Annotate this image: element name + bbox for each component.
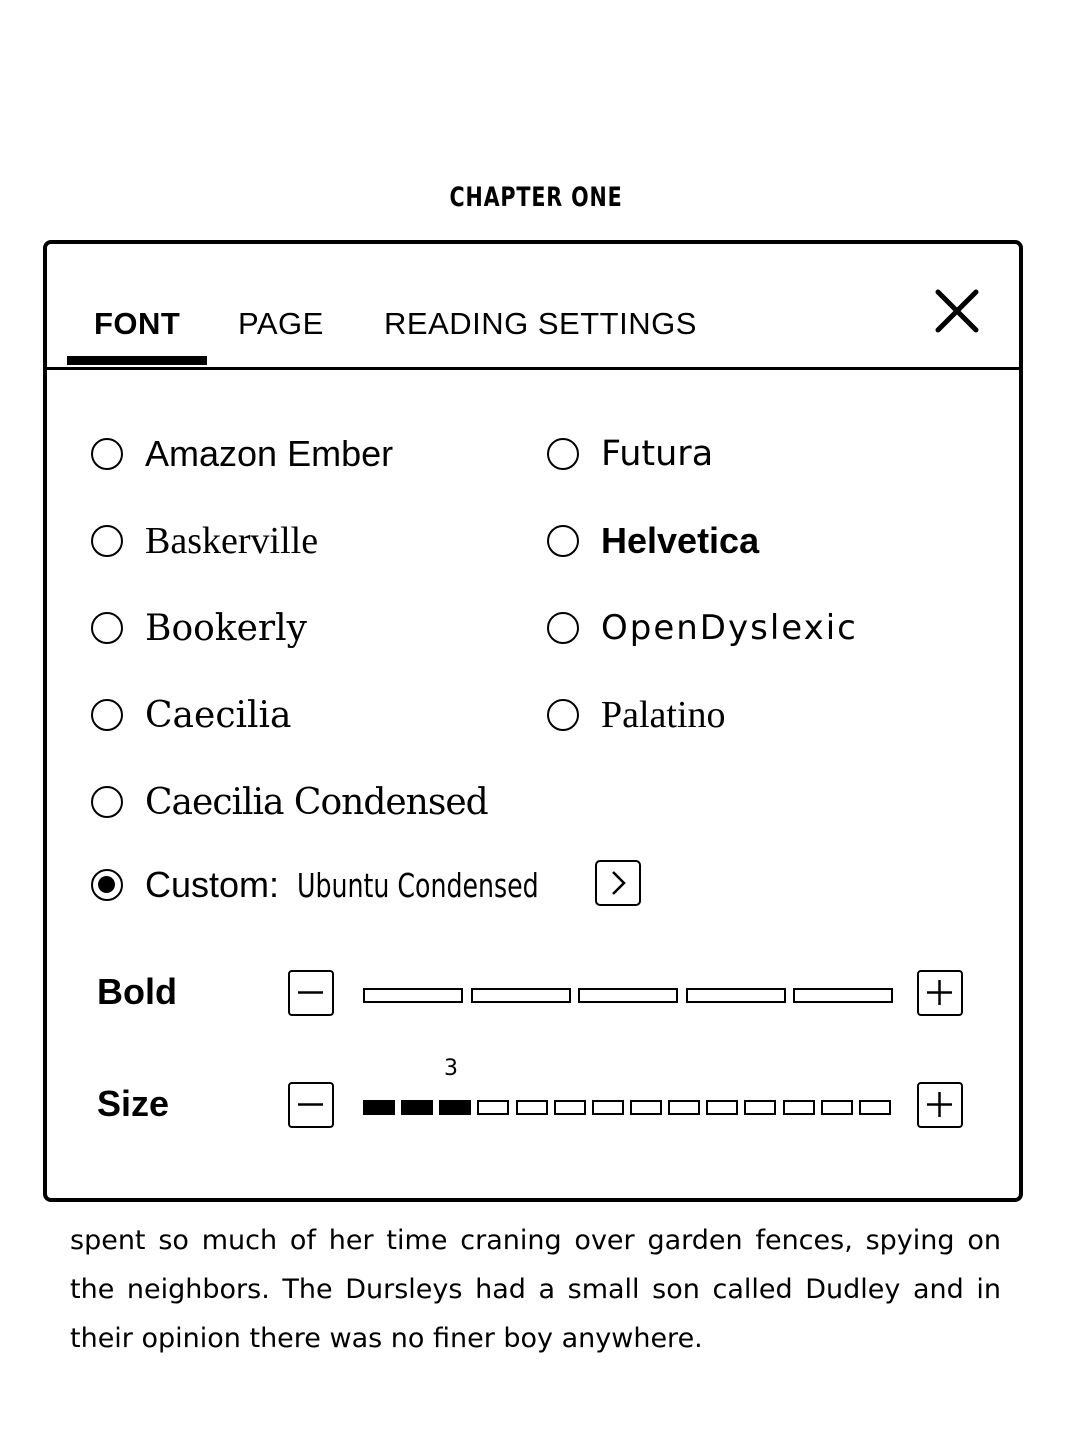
font-label-caecilia: Caecilia: [145, 694, 292, 736]
font-option-helvetica[interactable]: [547, 516, 759, 566]
radio-bookerly[interactable]: [91, 612, 123, 644]
font-option-amazon-ember[interactable]: [91, 429, 393, 479]
close-button[interactable]: [932, 286, 982, 336]
radio-palatino[interactable]: [547, 699, 579, 731]
tab-reading-settings[interactable]: READING SETTINGS: [384, 306, 697, 341]
font-option-custom[interactable]: [91, 860, 581, 910]
font-option-caecilia[interactable]: [91, 690, 291, 740]
radio-opendyslexic[interactable]: [547, 612, 579, 644]
book-text: [70, 1216, 1001, 1363]
size-slider-segment[interactable]: [401, 1100, 433, 1115]
minus-icon: [290, 1084, 331, 1125]
size-slider-segment[interactable]: [554, 1100, 586, 1115]
radio-baskerville[interactable]: [91, 525, 123, 557]
bold-slider-segment[interactable]: [363, 988, 463, 1003]
close-icon: [932, 286, 982, 336]
radio-futura[interactable]: [547, 438, 579, 470]
size-slider-track[interactable]: [363, 1100, 891, 1115]
custom-font-value: Ubuntu Condensed: [297, 865, 539, 905]
radio-caecilia[interactable]: [91, 699, 123, 731]
bold-slider-track[interactable]: [363, 988, 893, 1003]
radio-custom[interactable]: [91, 869, 123, 901]
chevron-right-icon: [606, 869, 630, 897]
size-value-indicator: 3: [444, 1056, 458, 1081]
font-label-baskerville: Baskerville: [145, 520, 319, 562]
tab-page[interactable]: PAGE: [238, 306, 324, 341]
size-slider-segment[interactable]: [821, 1100, 853, 1115]
font-option-opendyslexic[interactable]: [547, 603, 858, 653]
book-paragraph: spent so much of her time craning over garden fences, spying on the neighbors. The Dursleys had a small son called Dudley and in their opinion there was no finer boy anywhere.: [70, 1225, 1001, 1354]
bold-slider-segment[interactable]: [471, 988, 571, 1003]
bold-slider-segment[interactable]: [686, 988, 786, 1003]
size-slider-segment[interactable]: [477, 1100, 509, 1115]
bold-slider-segment[interactable]: [578, 988, 678, 1003]
size-slider-segment[interactable]: [630, 1100, 662, 1115]
active-tab-indicator: [67, 356, 207, 365]
bold-increase-button[interactable]: [917, 970, 963, 1016]
size-label: Size: [97, 1083, 170, 1124]
size-slider-segment[interactable]: [859, 1100, 891, 1115]
size-slider-segment[interactable]: [363, 1100, 395, 1115]
size-slider-segment[interactable]: [516, 1100, 548, 1115]
font-option-palatino[interactable]: [547, 690, 726, 740]
size-slider-segment[interactable]: [783, 1100, 815, 1115]
bold-slider-segment[interactable]: [793, 988, 893, 1003]
tab-font[interactable]: FONT: [94, 306, 181, 341]
custom-font-label: Custom:: [145, 864, 280, 905]
radio-amazon-ember[interactable]: [91, 438, 123, 470]
size-decrease-button[interactable]: [288, 1082, 334, 1128]
font-option-baskerville[interactable]: [91, 516, 318, 566]
font-label-palatino: Palatino: [601, 694, 726, 736]
font-option-bookerly[interactable]: [91, 603, 307, 653]
radio-helvetica[interactable]: [547, 525, 579, 557]
radio-caecilia-condensed[interactable]: [91, 786, 123, 818]
font-label-amazon-ember: Amazon Ember: [145, 433, 394, 474]
bold-decrease-button[interactable]: [288, 970, 334, 1016]
chapter-title: CHAPTER ONE: [449, 182, 623, 213]
custom-font-select-button[interactable]: [595, 860, 641, 906]
size-increase-button[interactable]: [917, 1082, 963, 1128]
size-slider-segment[interactable]: [668, 1100, 700, 1115]
plus-icon: [919, 1084, 960, 1125]
minus-icon: [290, 972, 331, 1013]
plus-icon: [919, 972, 960, 1013]
font-option-futura[interactable]: [547, 429, 713, 479]
font-option-caecilia-condensed[interactable]: [91, 777, 488, 827]
font-settings-panel: [43, 240, 1023, 1202]
font-label-caecilia-condensed: Caecilia Condensed: [145, 781, 488, 823]
font-label-helvetica: Helvetica: [601, 520, 760, 561]
settings-tabs: [47, 244, 1019, 370]
size-slider-segment[interactable]: [439, 1100, 471, 1115]
size-slider-segment[interactable]: [706, 1100, 738, 1115]
font-label-opendyslexic: OpenDyslexic: [601, 608, 858, 648]
size-slider-segment[interactable]: [744, 1100, 776, 1115]
bold-label: Bold: [97, 971, 177, 1012]
font-label-bookerly: Bookerly: [145, 607, 307, 649]
font-label-futura: Futura: [601, 434, 714, 474]
size-slider-segment[interactable]: [592, 1100, 624, 1115]
